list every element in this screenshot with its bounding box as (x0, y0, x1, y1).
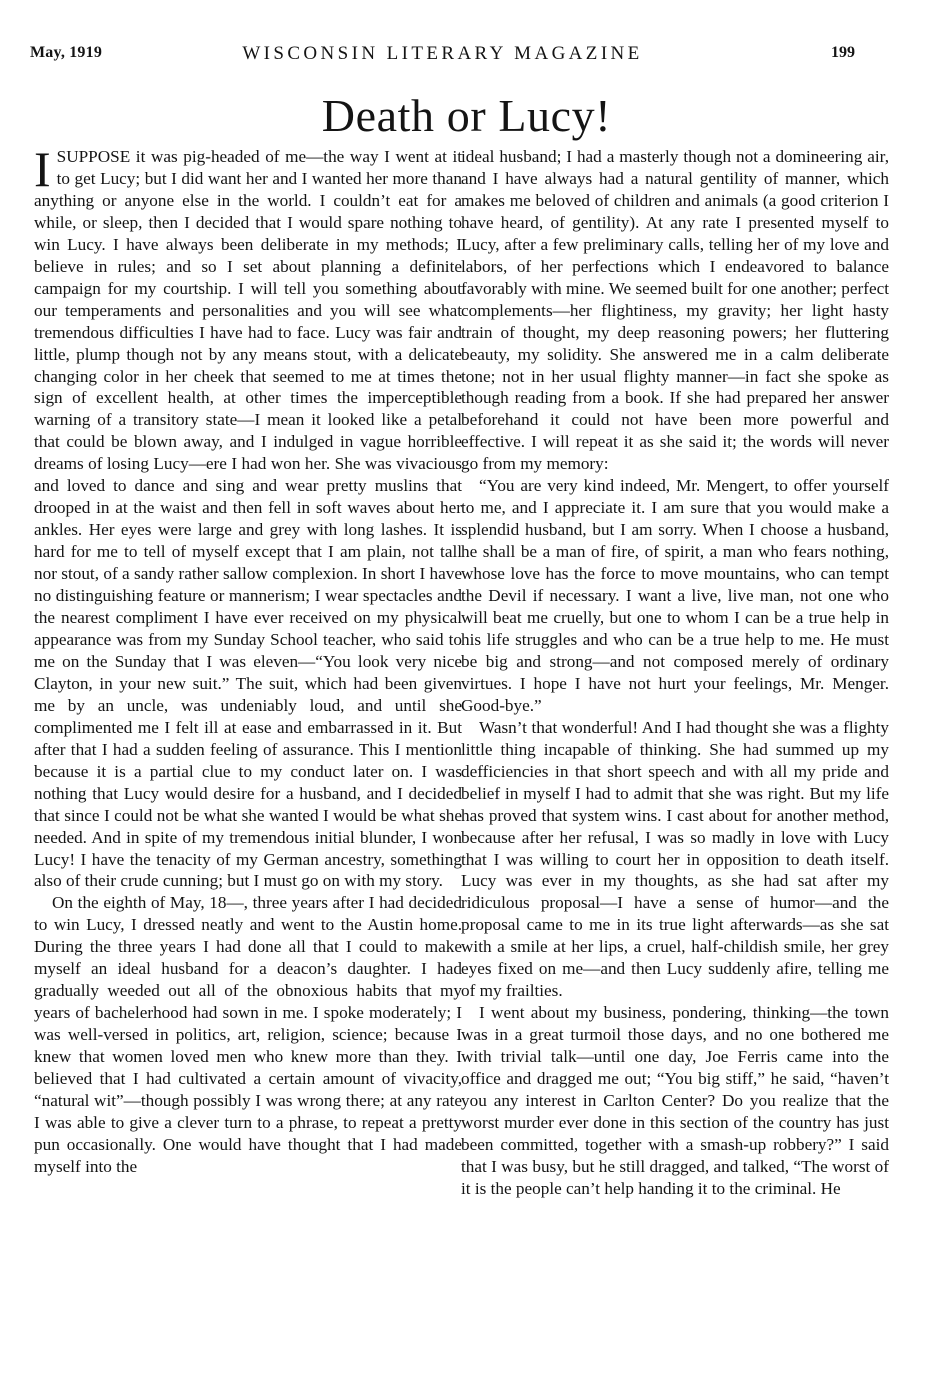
article-title: Death or Lucy! (321, 90, 612, 141)
paragraph-4: “You are very kind indeed, Mr. Mengert, to offer yourself to me, and I appreciate it. I am sure that you would make a splendid husband, but I am sorry. When I choose a husband, he shall be a man of fire, of spirit, a man who fears nothing, whose love has the force to move mountains, who can tempt the Devil if necessary. I want a live, live man, not one who will beat me cruelly, but one to whom I can be a true help in his life struggles and who can be a true help to me. He must be big and strong—and not composed merely of ordinary virtues. I hope I have not hurt your feelings, Mr. Menger. Good-bye.” (461, 476, 889, 715)
page-number: 199 (831, 44, 855, 61)
paragraph-1 (34, 141, 462, 892)
drop-cap: I (34, 141, 51, 197)
paragraph-1-text: SUPPOSE it was pig-headed of me—the way I went at it to get Lucy; but I did want her and I wanted her more than anything or anyone else in the world. I couldn’t eat for a while, or sleep, then I decided that I would spare nothing to win Lucy. I have always been deliberate in my methods; I believe in rules; and so I set about planning a definite campaign for my courtship. I will tell you something about our temperaments and personalities and you will see what tremendous difficulties I have had to face. Lucy was fair and little, plump though not by any means stout, with a delicate changing color in her cheek that seemed to me at times the sign of excellent health, at other times the imperceptible warning of a transitory state—I mean it looked like a petal that could be blown away, and I indulged in vague horrible dreams of losing Lucy—ere I had won her. She was vivacious and loved to dance and sing and wear pretty muslins that drooped in at the waist and then fell in soft waves about her ankles. Her eyes were large and grey with long lashes. It is hard for me to tell of myself except that I am plain, not tall nor stout, of a sandy rather sallow complexion. In short I have no distinguishing feature or mannerism; I wear spectacles and the nearest compliment I have ever received on my physical appearance was from my Sunday School teacher, who said to me on the Sunday that I was eleven—“You look very nice Clayton, in your new suit.” The suit, which had been given me by an uncle, was undeniably loud, and until she complimented me I felt ill at ease and embarrassed in it. But after that I had a sudden feeling of assurance. This I mention because it is a partial clue to my conduct later on. I was nothing that Lucy would desire for a husband, and I decided that since I could not be what she wanted I would be what she needed. And in spite of my tremendous initial blunder, I won Lucy! I have the tenacity of my German ancestry, something also of their crude cunning; but I must go on with my story. (34, 147, 462, 891)
running-header (30, 44, 855, 68)
paragraph-5: Wasn’t that wonderful! And I had thought she was a flighty little thing incapable of thinking. She had summed up my defficiencies in that short speech and with all my pride and belief in myself I had to admit that she was right. But my life has proved that system wins. I cast about for another method, because after her refusal, I was so madly in love with Lucy that I was willing to court her in opposition to death itself. Lucy was ever in my thoughts, as she had sat after my ridiculous proposal—I have a sense of humor—and the proposal came to me in its true light afterwards—as she sat with a smile at her lips, a cruel, half-childish smile, her grey eyes fixed on me—and then Lucy suddenly afire, telling me of my frailties. (461, 717, 889, 1001)
right-column (461, 146, 889, 1200)
paragraph-3: ideal husband; I had a masterly though not a domineering air, and I have always had a natural gentility of manner, which makes me beloved of children and animals (a good criterion I have heard, of gentility). At any rate I presented myself to Lucy, after a few preliminary calls, telling her of my love and labors, of her perfections which I endeavored to balance favorably with mine. We seemed built for one another; perfect complements—her flightiness, my gravity; her light hasty train of thought, my deep reasoning powers; her fluttering beauty, my solidity. She answered me in a calm deliberate tone; not in her usual flighty manner—in fact she spoke as though reading from a book. If she had prepared her answer beforehand it could not have been more powerful and effective. I will repeat it as she said it; the words will never go from my memory: (461, 147, 889, 474)
paragraph-2: On the eighth of May, 18—, three years after I had decided to win Lucy, I dressed neatly and went to the Austin home. During the three years I had done all that I could to make myself an ideal husband for a deacon’s daughter. I had gradually weeded out all of the obnoxious habits that my years of bachelerhood had sown in me. I spoke moderately; I was well-versed in politics, art, religion, science; because I knew that women loved men who knew more than they. I believed that I had cultivated a certain amount of vivacity, “natural wit”—though possibly I was wrong there; at any rate I was able to give a clever turn to a phrase, to repeat a pretty pun occasionally. One would have thought that I had made myself into the (34, 893, 462, 1176)
left-column (34, 141, 462, 1178)
issue-date: May, 1919 (30, 44, 103, 61)
paragraph-6: I went about my business, pondering, thinking—the town was in a great turmoil those days, and no one bothered me with trivial talk—until one day, Joe Ferris came into the office and dragged me out; “You big stiff,” he said, “haven’t you any interest in Carlton Center? Do you realize that the worst murder ever done in this section of the country has just been committed, together with a smash-up robbery?” I said that I was busy, but he still dragged, and talked, “The worst of it is the people can’t help handing it to the criminal. He (461, 1003, 889, 1198)
magazine-title: WISCONSIN LITERARY MAGAZINE (242, 43, 643, 64)
